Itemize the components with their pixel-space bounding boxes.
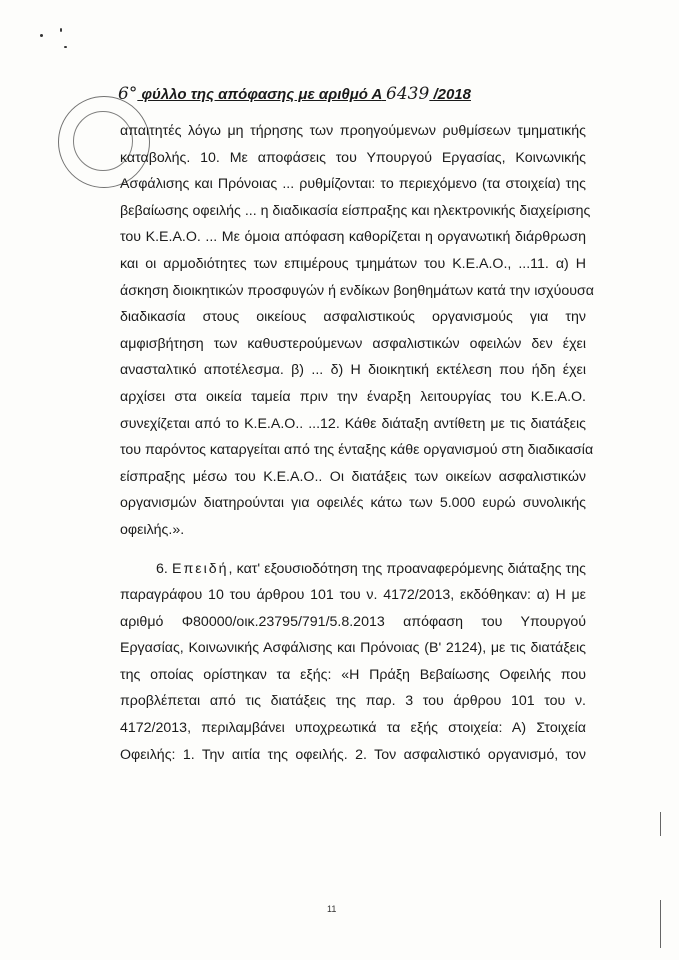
text-line: της οποίας ορίστηκαν τα εξής: «Η Πράξη Βεβαίωσης Οφειλής που bbox=[120, 666, 586, 683]
text-line: απαιτητές λόγω μη τήρησης των προηγούμενων ρυθμίσεων τμηματικής bbox=[120, 123, 586, 139]
decision-number: 6439 bbox=[386, 84, 430, 104]
text-line: είσπραξης μέσω του Κ.Ε.Α.Ο.. Οι διατάξεις των οικείων ασφαλιστικών bbox=[120, 468, 586, 485]
text-line: ανασταλτικό αποτέλεσμα. β) ... δ) Η διοικητική εκτέλεση που ήδη έχει bbox=[120, 362, 586, 379]
text-line: Οφειλής: 1. Την αιτία της οφειλής. 2. Τον ασφαλιστικό οργανισμό, τον bbox=[120, 746, 586, 763]
text-line: αρχίσει στα οικεία ταμεία πριν την έναρξη λειτουργίας του Κ.Ε.Α.Ο. bbox=[120, 388, 586, 405]
text-line: διαδικασία στους οικείους ασφαλιστικούς οργανισμούς για την bbox=[120, 309, 586, 326]
text-line: Εργασίας, Κοινωνικής Ασφάλισης και Πρόνοιας (Β' 2124), με τις διατάξεις bbox=[120, 640, 586, 657]
paragraph-2 bbox=[120, 556, 586, 769]
text-line: του παρόντος καταργείται από της ένταξης κάθε οργανισμού στη διαδικασία bbox=[120, 442, 594, 459]
text-line: 4172/2013, περιλαμβάνει υποχρεωτικά τα εξής στοιχεία: Α) Στοιχεία bbox=[120, 720, 586, 737]
text-line: καταβολής. 10. Με αποφάσεις του Υπουργού Εργασίας, Κοινωνικής bbox=[120, 149, 586, 166]
scan-speck bbox=[40, 34, 43, 37]
text-line: και οι αρμοδιότητες των επιμέρους τμημάτων του Κ.Ε.Α.Ο., ...11. α) Η bbox=[120, 255, 586, 272]
scan-speck bbox=[60, 28, 62, 32]
spaced-word: Επειδή bbox=[172, 560, 229, 577]
document-body bbox=[120, 118, 594, 768]
page-number: 11 bbox=[327, 904, 337, 914]
text-line: οργανισμών διατηρούνται για οφειλές κάτω των 5.000 ευρώ συνολικής bbox=[120, 495, 586, 512]
text-line: παραγράφου 10 του άρθρου 101 του ν. 4172/2013, εκδόθηκαν: α) Η με bbox=[120, 587, 586, 604]
text-line bbox=[120, 556, 586, 583]
text-line: συνεχίζεται από το Κ.Ε.Α.Ο.. ...12. Κάθε διάταξη αντίθετη με τις διατάξεις bbox=[120, 415, 586, 432]
text-line: αμφισβήτηση των καθυστερούμενων ασφαλιστικών οφειλών δεν έχει bbox=[120, 335, 586, 352]
paragraph-number: 6. bbox=[156, 560, 168, 577]
sheet-header bbox=[118, 84, 538, 104]
text-line: προβλέπεται από τις διατάξεις της παρ. 3 του άρθρου 101 του ν. bbox=[120, 693, 586, 710]
text-line: βεβαίωσης οφειλής ... η διαδικασία είσπραξης και ηλεκτρονικής διαχείρισης bbox=[120, 202, 591, 219]
text-line: άσκηση διοικητικών προσφυγών ή ενδίκων βοηθημάτων κατά την ισχύουσα bbox=[120, 282, 594, 299]
text-line: Ασφάλισης και Πρόνοιας ... ρυθμίζονται: το περιεχόμενο (τα στοιχεία) της bbox=[120, 176, 586, 193]
scan-edge-mark bbox=[660, 812, 661, 836]
paragraph-1 bbox=[120, 118, 594, 544]
text-line: οφειλής.». bbox=[120, 521, 185, 538]
text-line: αριθμό Φ80000/οικ.23795/791/5.8.2013 απόφαση του Υπουργού bbox=[120, 613, 586, 630]
text-line: του Κ.Ε.Α.Ο. ... Με όμοια απόφαση καθορίζεται η οργανωτική διάρθρωση bbox=[120, 229, 586, 246]
decision-year: /2018 bbox=[433, 86, 471, 103]
text-fragment: , κατ' εξουσιοδότηση της προαναφερόμενης διάταξης της bbox=[228, 560, 587, 577]
sheet-title: φύλλο της απόφασης με αριθμό Α bbox=[141, 86, 382, 103]
scan-edge-mark bbox=[660, 900, 661, 948]
scan-speck bbox=[64, 46, 67, 48]
sheet-number: 6° bbox=[118, 84, 138, 104]
